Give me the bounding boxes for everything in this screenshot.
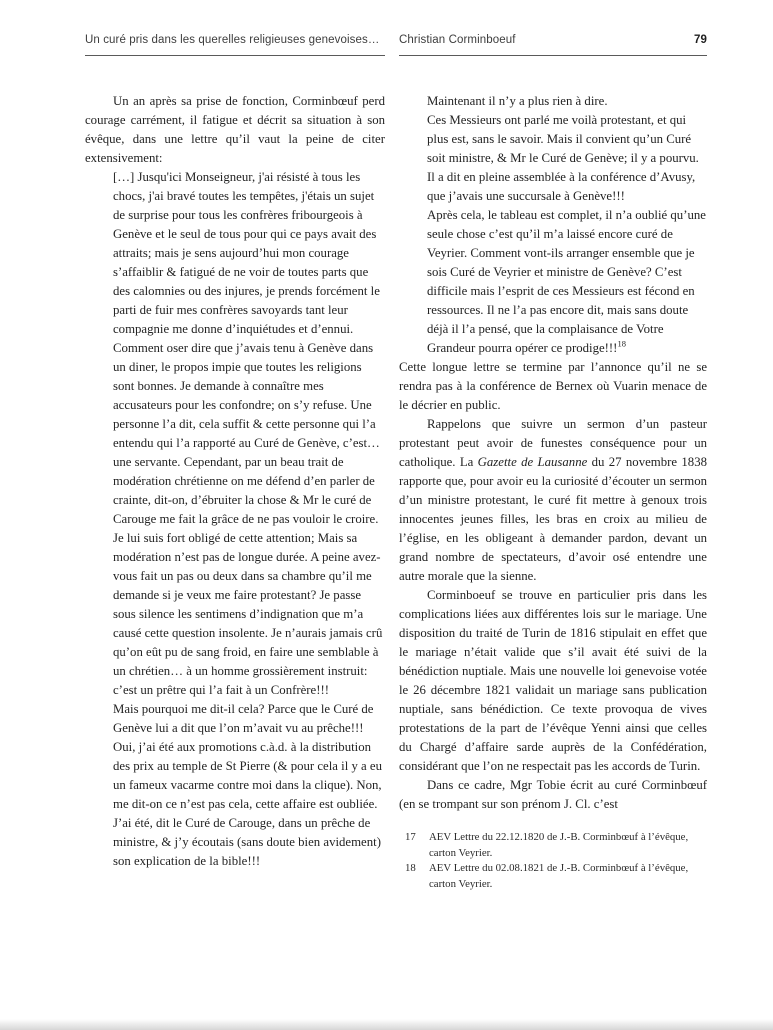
letter-quote-block-left	[113, 168, 385, 871]
letter-paragraph-3: Mais pourquoi me dit-il cela? Parce que le Curé de Genève lui a dit que l’on m’avait vu au prêche!!! Oui, j’ai été aux promotions c.à.d. à la distribution des prix au temple de St Pierre (& pour cela il y a eu un fameux vacarme contre moi dans la clique). Non, me dit-on ce n’est pas cela, cette affaire est oubliée. J’ai été, dit le Curé de Carouge, dans un prêche de ministre, & j’y écoutais (sans doute bien avidement) son explication de la bible!!!	[113, 702, 383, 868]
letter-quote-block-right	[427, 92, 707, 358]
paragraph-sermon	[399, 415, 707, 586]
footnote-number: 18	[405, 862, 416, 874]
paragraph-sermon-lead: Rappelons que suivre un sermon d’un pasteur protestant peut avoir de funestes conséquence pour un catholique. La	[399, 417, 707, 469]
running-header-right	[399, 34, 707, 56]
journal-title: Gazette de Lausanne	[477, 455, 588, 469]
letter-paragraph-2: Comment oser dire que j’avais tenu à Genève dans un diner, le propos impie que toutes les religions sont bonnes. Je demande à connaître mes accusateurs pour les confondre; on s’y refuse. Une personne l’a dit, cela suffit & cette personne qui l’a entendu qui l’a rapporté au Curé de Genève, c’est… une servante. Cependant, par un beau trait de modération chrétienne on me défend d’en parler de crainte, dit-on, d’ébruiter la chose & Mr le curé de Carouge me fait la grâce de ne pas vouloir le croire. Je lui suis fort obligé de cette attention; Mais sa modération n’est pas de longue durée. A peine avez-vous fait un pas ou deux dans sa chambre qu’il me demande si je veux me faire protestant? Je passe sous silence les sentimens d’indignation que m’a causé cette question insolente. Je n’aurais jamais crû qu’on eût pu de sang froid, en faire une semblable à un chrétien… à un homme grossièrement instruit: c’est un prêtre qui l’a fait à un Confrère!!!	[113, 341, 383, 697]
letter-paragraph-6	[427, 206, 707, 358]
footnote-ref-18: 18	[617, 338, 626, 349]
running-header	[85, 34, 707, 56]
footnote-text: AEV Lettre du 02.08.1821 de J.-B. Corminbœuf à l’évêque, carton Veyrier.	[429, 862, 689, 890]
running-title: Un curé pris dans les querelles religieuses genevoises…	[85, 34, 385, 56]
scan-edge-shadow	[0, 1019, 773, 1030]
footnote-number: 17	[405, 831, 416, 843]
paragraph-tobie: Dans ce cadre, Mgr Tobie écrit au curé Corminbœuf (en se trompant sur son prénom J. Cl. c’est	[399, 778, 707, 811]
paragraph-aftermath: Cette longue lettre se termine par l’annonce qu’il ne se rendra pas à la conférence de Bernex où Vuarin menace de le décrier en public.	[399, 360, 707, 412]
footnote-text: AEV Lettre du 22.12.1820 de J.-B. Corminbœuf à l’évêque, carton Veyrier.	[429, 831, 689, 859]
author-name: Christian Corminboeuf	[399, 34, 516, 46]
letter-paragraph-4: Maintenant il n’y a plus rien à dire.	[427, 94, 608, 108]
paragraph-sermon-rest: du 27 novembre 1838 rapporte que, pour avoir eu la curiosité d’écouter un sermon d’un ministre protestant, le curé fit mettre à genoux trois innocentes jeunes filles, les bras en croix au milieu de l’église, en les obligeant à demander pardon, devant un grand nombre de spectateurs, d’avoir osé entendre une autre morale que la sienne.	[399, 455, 707, 583]
footnotes-section	[399, 830, 707, 892]
paragraph-mariage: Corminboeuf se trouve en particulier pris dans les complications liées aux différentes lois sur le mariage. Une disposition du traité de Turin de 1816 stipulait en effet que le mariage n’était valide que s’il avait été suivi de la bénédiction nuptiale. Mais une nouvelle loi genevoise votée le 26 décembre 1821 validait un mariage sans publication nuptiale, sans bénédiction. Ce texte provoqua de vives protestations de la part de l’évêque Yenni ainsi que celles du Chargé d’affaire sarde auprès de la Confédération, considérant que l’on ne respectait pas les accords de Turin.	[399, 588, 707, 773]
footnote-item	[405, 830, 707, 861]
letter-paragraph-5: Ces Messieurs ont parlé me voilà protestant, et qui plus est, sans le savoir. Mais il convient qu’un Curé soit ministre, & Mr le Curé de Genève; il y a pourvu. Il a dit en pleine assemblée à la conférence d’Avusy, que j’avais une succursale à Genève!!!	[427, 113, 699, 203]
page-number: 79	[694, 34, 707, 46]
intro-paragraph: Un an après sa prise de fonction, Corminbœuf perd courage carrément, il fatigue et décrit sa situation à son évêque, dans une lettre qu’il vaut la peine de citer extensivement:	[85, 94, 385, 165]
left-column	[85, 92, 385, 892]
right-column	[399, 92, 707, 892]
text-columns	[85, 92, 707, 892]
letter-paragraph-6-text: Après cela, le tableau est complet, il n’a oublié qu’une seule chose c’est qu’il m’a laissé encore curé de Veyrier. Comment vont-ils arranger ensemble que je sois Curé de Veyrier et ministre de Genève? C’est difficile mais l’esprit de ces Messieurs est fécond en ressources. Il ne l’a pas encore dit, mais sans doute déjà il l’a pensé, que la complaisance de Votre Grandeur pourra opérer ce prodige!!!	[427, 208, 706, 355]
footnote-item	[405, 861, 707, 892]
letter-paragraph-1: […] Jusqu'ici Monseigneur, j'ai résisté à tous les chocs, j'ai bravé toutes les tempêtes, j'étais un sujet de surprise pour tous les confrères fribourgeois à Genève et le seul de tous pour qui ce pays avait des attraits; mais je sens aujourd’hui mon courage s’affaiblir & fatigué de ne voir de toutes parts que des calomnies ou des injures, je prends forcément le parti de fuir mes confrères savoyards tant leur compagnie me donne d’inquiétudes et d’ennui.	[113, 170, 380, 336]
